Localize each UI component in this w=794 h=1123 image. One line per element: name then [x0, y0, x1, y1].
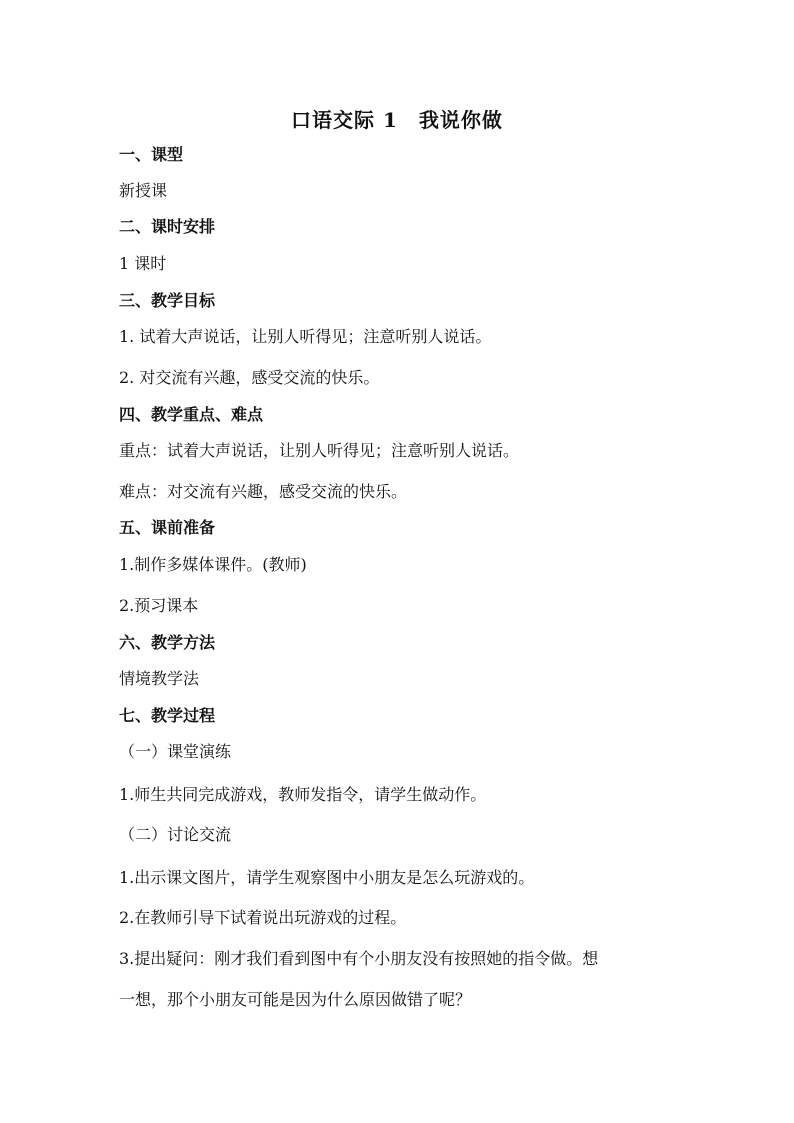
preparation-item: 1.制作多媒体课件。(教师) [119, 555, 307, 574]
section-heading-key-points: 四、教学重点、难点 [119, 405, 264, 424]
objective-item: 2. 对交流有兴趣，感受交流的快乐。 [119, 368, 380, 387]
section-heading-methods: 六、教学方法 [119, 633, 216, 652]
section-body-methods: 情境教学法 [119, 669, 200, 688]
key-point-text: 重点：试着大声说话，让别人听得见；注意听别人说话。 [119, 441, 520, 460]
process-item: 3.提出疑问：刚才我们看到图中有个小朋友没有按照她的指令做。想 [119, 949, 599, 968]
process-subheading: （一）课堂演练 [119, 742, 232, 761]
process-item: 2.在教师引导下试着说出玩游戏的过程。 [119, 908, 407, 927]
section-body-schedule: 1 课时 [119, 254, 167, 273]
difficult-point-text: 难点：对交流有兴趣，感受交流的快乐。 [119, 482, 408, 501]
page-title: 口语交际 1 我说你做 [291, 108, 503, 132]
process-item: 1.出示课文图片，请学生观察图中小朋友是怎么玩游戏的。 [119, 868, 535, 887]
section-heading-preparation: 五、课前准备 [119, 518, 216, 537]
section-heading-objectives: 三、教学目标 [119, 291, 216, 310]
preparation-item: 2.预习课本 [119, 596, 199, 615]
section-heading-lesson-type: 一、课型 [119, 145, 184, 164]
process-item-continuation: 一想，那个小朋友可能是因为什么原因做错了呢？ [119, 990, 472, 1009]
section-heading-process: 七、教学过程 [119, 706, 216, 725]
section-heading-schedule: 二、课时安排 [119, 217, 216, 236]
process-subheading: （二）讨论交流 [119, 825, 232, 844]
objective-item: 1. 试着大声说话，让别人听得见；注意听别人说话。 [119, 327, 492, 346]
process-item: 1.师生共同完成游戏，教师发指令，请学生做动作。 [119, 785, 487, 804]
section-body-lesson-type: 新授课 [119, 181, 168, 200]
